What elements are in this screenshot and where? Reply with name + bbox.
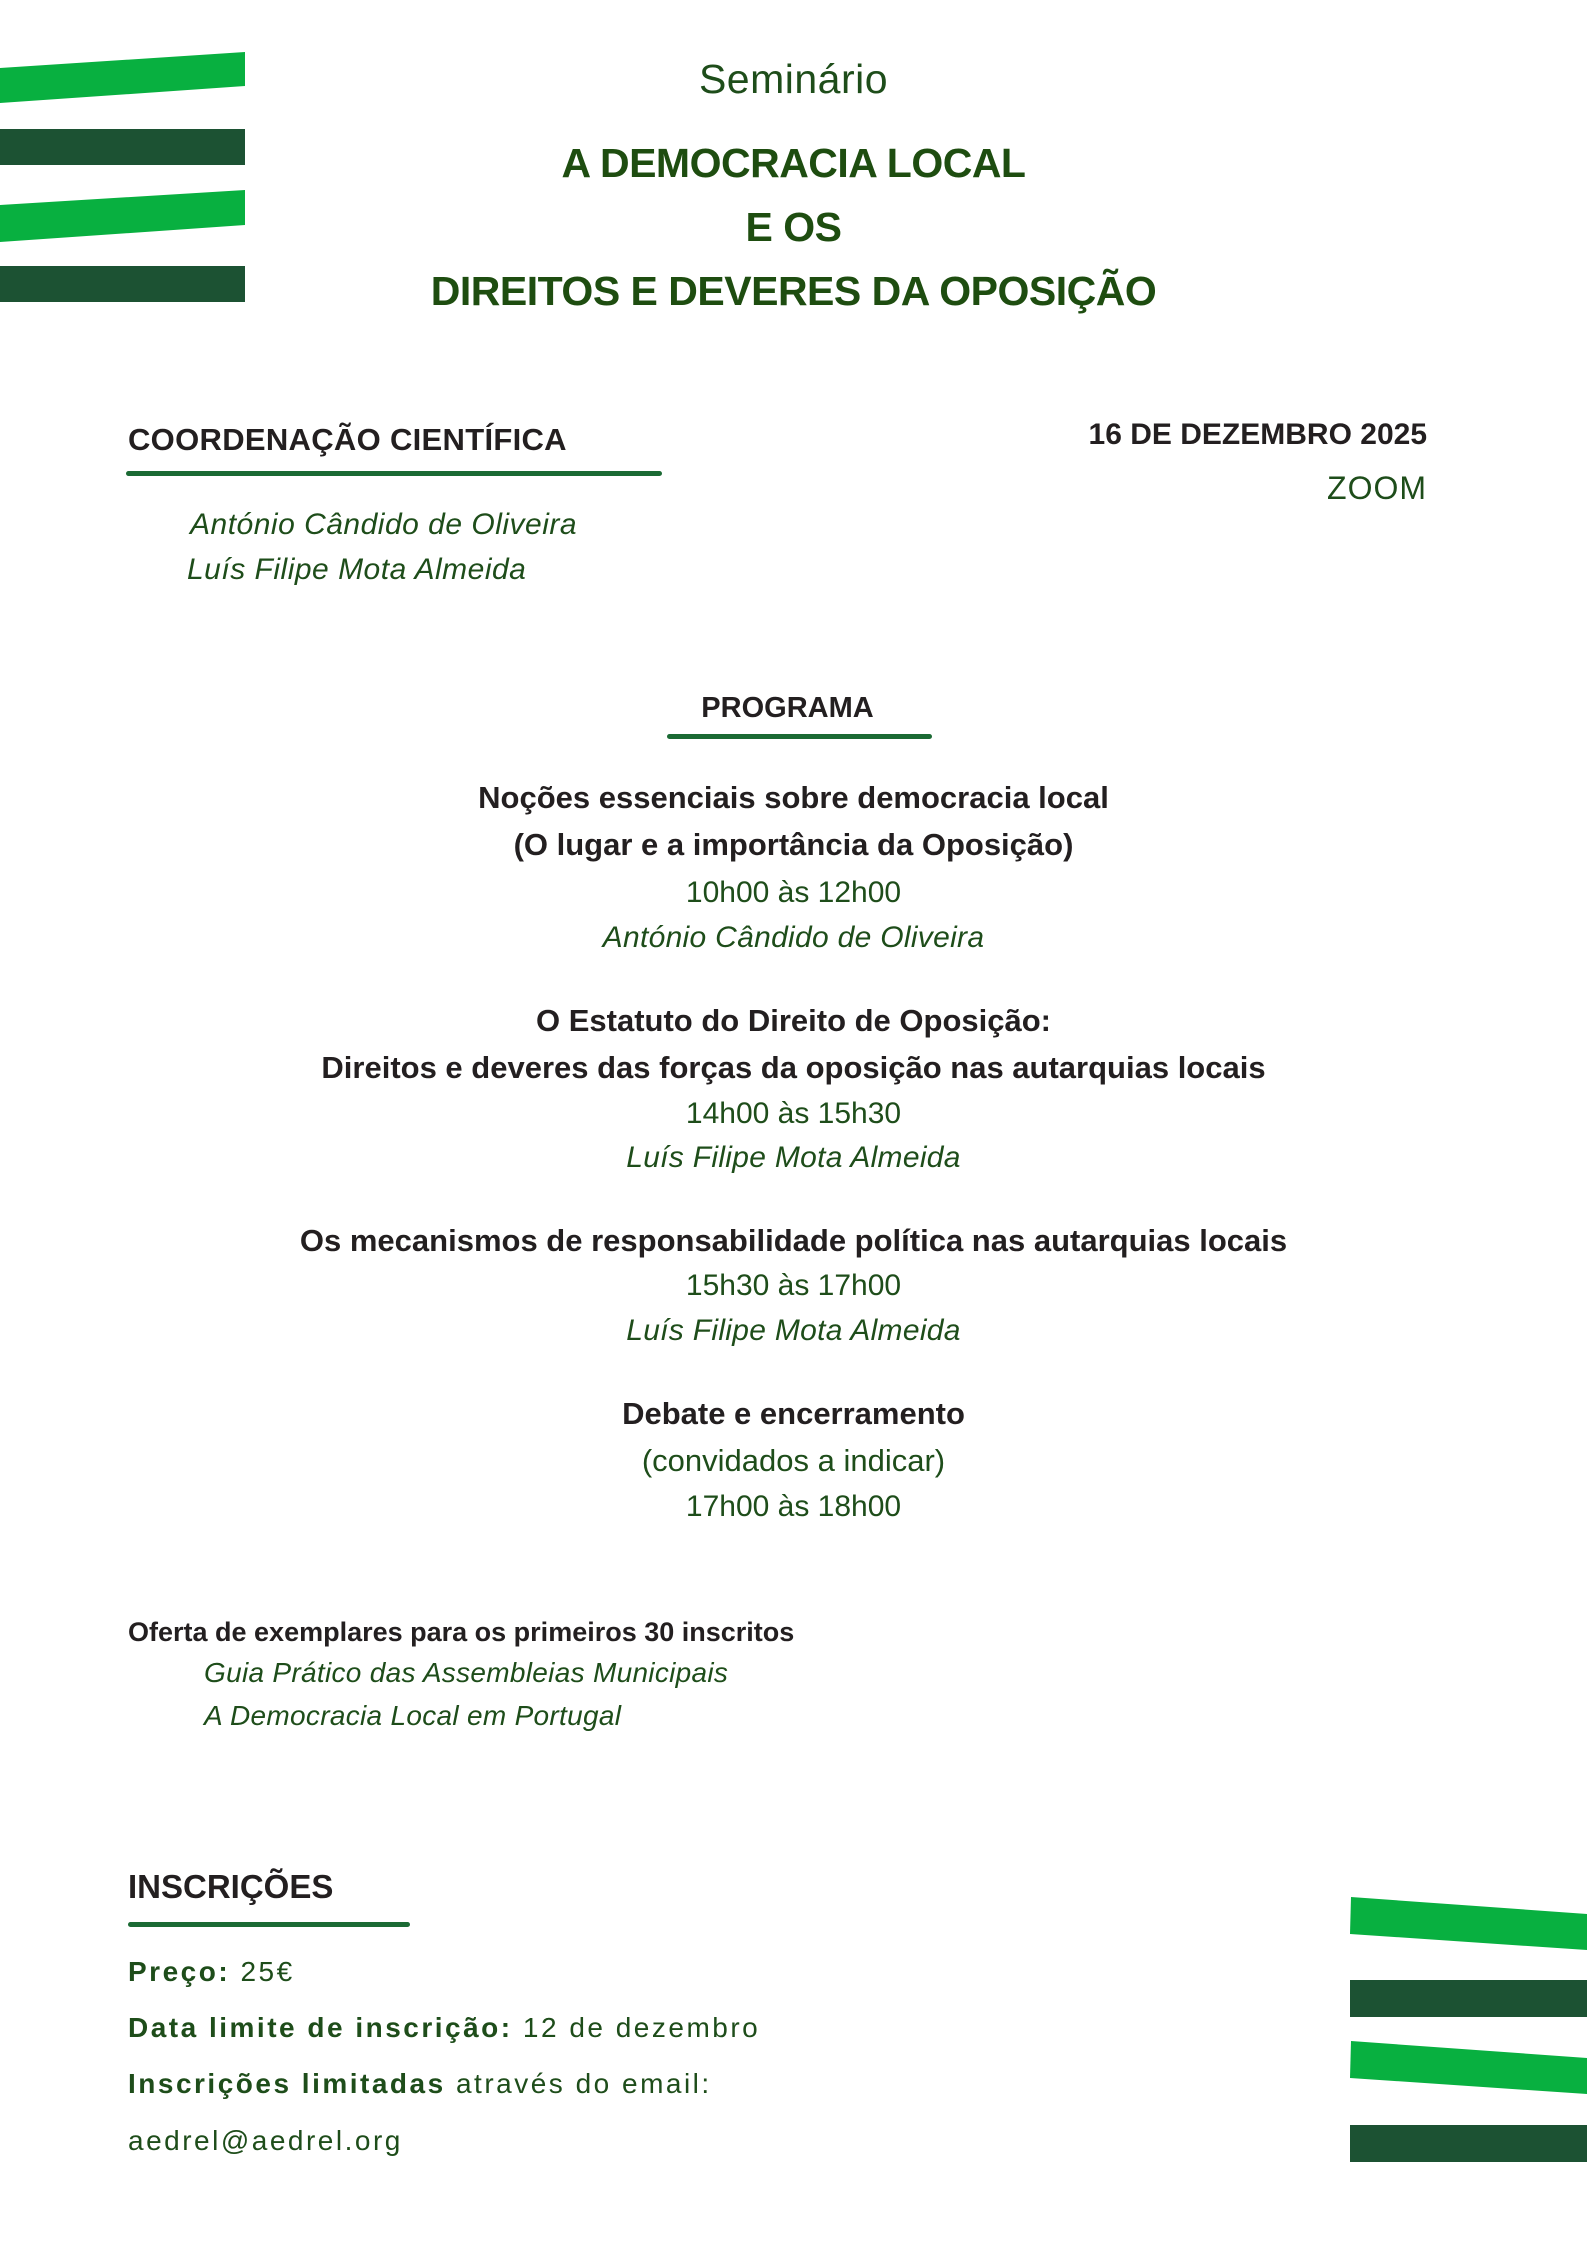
price-line — [128, 1956, 295, 1988]
session-2-title-line-2: Direitos e deveres das forças da oposição nas autarquias locais — [321, 1050, 1266, 1085]
price-label: Preço: — [128, 1956, 231, 1987]
session-3-time: 15h30 às 17h00 — [685, 1269, 902, 1302]
stripe-light-3 — [1350, 1897, 1587, 1950]
title-line-2: E OS — [745, 204, 842, 250]
title-line-3: DIREITOS E DEVERES DA OPOSIÇÃO — [430, 268, 1157, 314]
deadline-value: 12 de dezembro — [522, 2012, 761, 2043]
registration-underline — [128, 1922, 410, 1927]
coordination-underline — [126, 471, 662, 476]
coordination-heading: COORDENAÇÃO CIENTÍFICA — [128, 422, 567, 457]
session-1-title-line-1: Noções essenciais sobre democracia local — [478, 780, 1109, 815]
offer-book: A Democracia Local em Portugal — [204, 1700, 622, 1731]
registration-heading: INSCRIÇÕES — [128, 1868, 334, 1905]
stripe-dark-3 — [1350, 1980, 1587, 2017]
coordinator-name: Luís Filipe Mota Almeida — [187, 553, 527, 586]
session-2-time: 14h00 às 15h30 — [685, 1097, 902, 1130]
offer-book: Guia Prático das Assembleias Municipais — [204, 1657, 729, 1688]
event-location: ZOOM — [1327, 470, 1427, 506]
coordinator-name: António Cândido de Oliveira — [190, 508, 578, 541]
event-type-label: Seminário — [698, 56, 889, 102]
limited-label: Inscrições limitadas — [128, 2068, 446, 2099]
decorative-stripes-bottom-right — [1340, 1880, 1587, 2180]
session-3-speaker: Luís Filipe Mota Almeida — [626, 1314, 961, 1347]
session-2-speaker: Luís Filipe Mota Almeida — [626, 1141, 961, 1174]
program-heading: PROGRAMA — [701, 692, 874, 724]
session-4-title: Debate e encerramento — [622, 1396, 965, 1431]
limited-text: através do email: — [455, 2068, 712, 2099]
deadline-label: Data limite de inscrição: — [128, 2012, 513, 2043]
offer-heading: Oferta de exemplares para os primeiros 30 inscritos — [128, 1617, 795, 1647]
stripe-light-4 — [1350, 2041, 1587, 2094]
title-line-1: A DEMOCRACIA LOCAL — [561, 140, 1026, 186]
session-4-note: (convidados a indicar) — [641, 1443, 946, 1478]
deadline-line — [128, 2012, 760, 2044]
session-1-time: 10h00 às 12h00 — [685, 876, 902, 909]
session-4-time: 17h00 às 18h00 — [685, 1490, 902, 1523]
event-date: 16 DE DEZEMBRO 2025 — [1088, 418, 1427, 451]
session-2-title-line-1: O Estatuto do Direito de Oposição: — [536, 1003, 1051, 1038]
session-3-title: Os mecanismos de responsabilidade política nas autarquias locais — [299, 1223, 1288, 1258]
session-1-speaker: António Cândido de Oliveira — [602, 921, 985, 954]
program-underline — [667, 734, 932, 739]
registration-email-link[interactable]: aedrel@aedrel.org — [128, 2125, 403, 2156]
limited-line — [128, 2068, 712, 2100]
stripe-dark-4 — [1350, 2125, 1587, 2162]
price-value: 25€ — [240, 1956, 295, 1987]
session-1-title-line-2: (O lugar e a importância da Oposição) — [513, 827, 1074, 862]
